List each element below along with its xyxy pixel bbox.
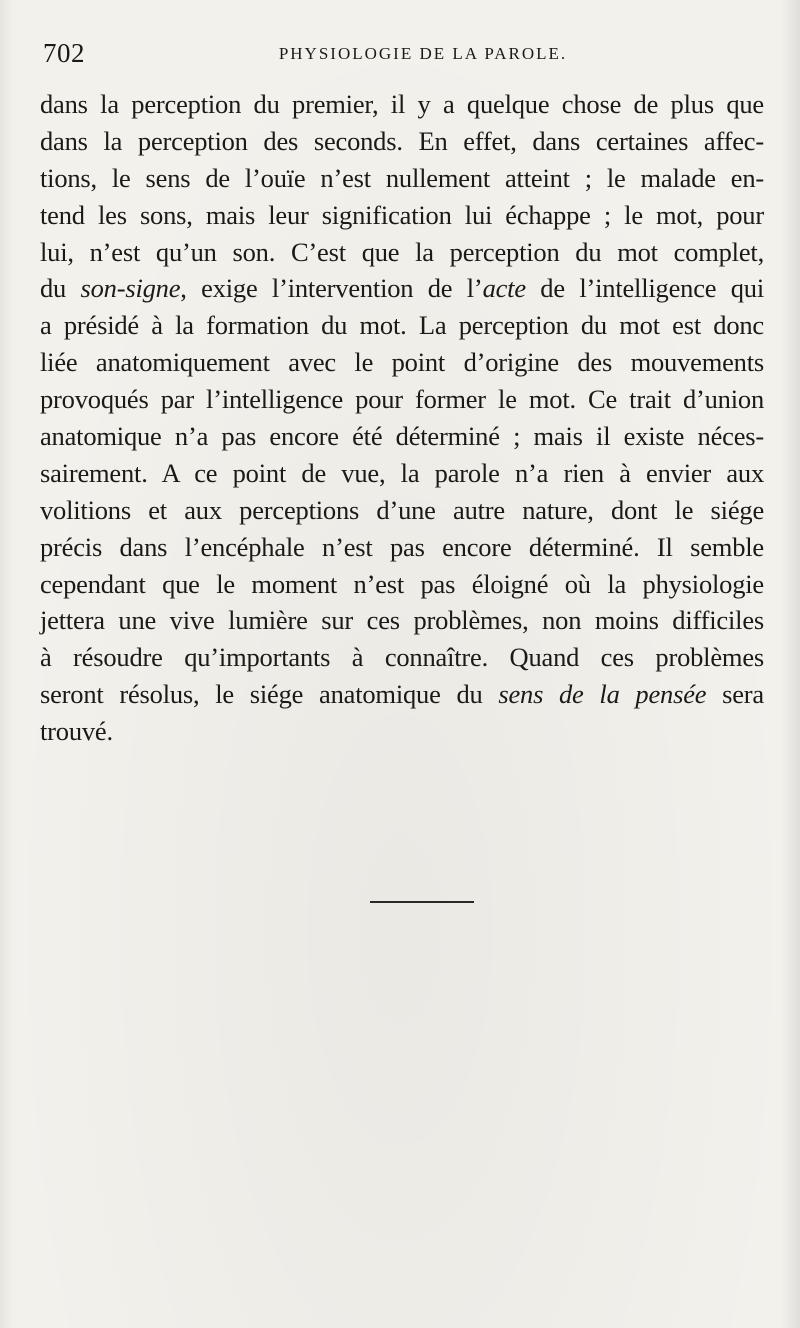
text-line: volitions et aux perceptions d’une autre nature, dont le siége: [40, 494, 764, 525]
text-line: a présidé à la formation du mot. La perception du mot est donc: [40, 310, 764, 341]
page-number: 702: [43, 38, 85, 68]
text-line: précis dans l’encéphale n’est pas encore déterminé. Il semble: [40, 531, 764, 562]
text-line: jettera une vive lumière sur ces problèmes, non moins difficiles: [40, 605, 764, 636]
section-end-rule: [370, 901, 474, 903]
text-line: liée anatomiquement avec le point d’origine des mouvements: [40, 347, 764, 378]
text-line: [40, 676, 764, 713]
text-line: [40, 270, 764, 307]
text-segment: du: [40, 273, 81, 304]
text-line: tions, le sens de l’ouïe n’est nullement atteint ; le malade en-: [40, 162, 764, 193]
body-paragraph: [40, 86, 764, 750]
text-line: anatomique n’a pas encore été déterminé ; mais il existe néces-: [40, 421, 764, 452]
text-line: sairement. A ce point de vue, la parole n’a rien à envier aux: [40, 457, 764, 488]
text-line: cependant que le moment n’est pas éloigné où la physiologie: [40, 568, 764, 599]
text-segment: , exige l’intervention de l’: [180, 273, 483, 304]
text-line: tend les sons, mais leur signification lui échappe ; le mot, pour: [40, 199, 764, 230]
text-line: trouvé.: [40, 716, 113, 747]
italic-term: acte: [482, 273, 526, 304]
italic-term: sens de la pensée: [498, 679, 707, 710]
italic-term: son-signe: [80, 273, 181, 304]
text-line: dans la perception du premier, il y a quelque chose de plus que: [40, 89, 764, 119]
text-line: dans la perception des seconds. En effet, dans certaines affec-: [40, 125, 764, 156]
text-segment: sera: [706, 679, 764, 710]
text-segment: seront résolus, le siége anatomique du: [40, 679, 499, 710]
text-segment: de l’intelligence qui: [525, 273, 764, 304]
text-line: lui, n’est qu’un son. C’est que la perception du mot complet,: [40, 236, 764, 267]
page-header: [43, 38, 763, 72]
running-title: PHYSIOLOGIE DE LA PAROLE.: [278, 44, 568, 63]
text-line: provoqués par l’intelligence pour former le mot. Ce trait d’union: [40, 384, 764, 415]
text-line: à résoudre qu’importants à connaître. Quand ces problèmes: [40, 642, 764, 673]
